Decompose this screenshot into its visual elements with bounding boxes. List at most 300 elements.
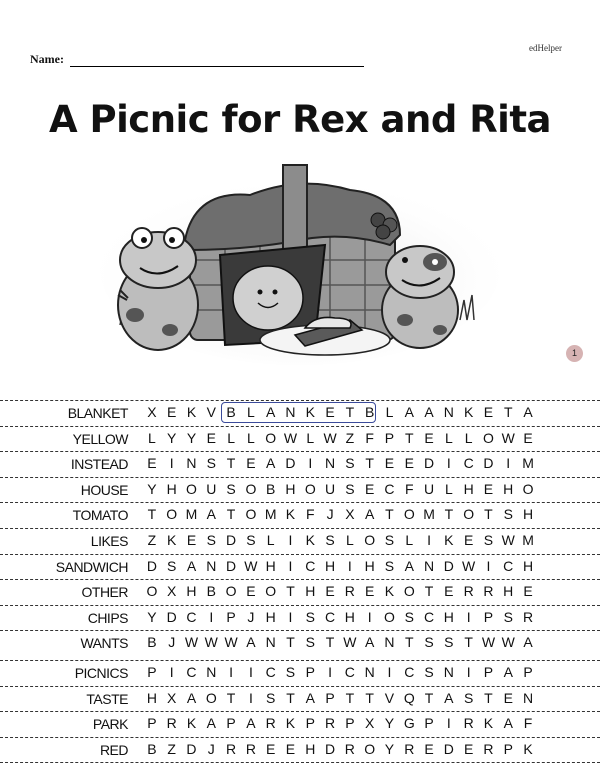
grid-letter[interactable]: T: [226, 506, 236, 523]
grid-letter[interactable]: N: [186, 455, 197, 472]
grid-letter[interactable]: E: [523, 429, 533, 446]
grid-letter[interactable]: E: [364, 583, 375, 600]
grid-letter[interactable]: S: [167, 557, 177, 574]
grid-letter[interactable]: D: [443, 557, 454, 574]
grid-letter[interactable]: R: [226, 740, 237, 757]
grid-letter[interactable]: E: [424, 740, 434, 757]
grid-letter[interactable]: K: [444, 531, 454, 548]
grid-letter[interactable]: K: [285, 506, 296, 523]
grid-letter[interactable]: E: [325, 583, 335, 600]
grid-letter[interactable]: R: [463, 583, 474, 600]
grid-letter[interactable]: I: [466, 663, 471, 680]
grid-letter[interactable]: P: [503, 740, 513, 757]
target-word: OTHER: [81, 584, 128, 601]
grid-letter[interactable]: E: [404, 455, 414, 472]
grid-letter[interactable]: A: [206, 715, 216, 732]
grid-letter[interactable]: P: [325, 689, 335, 706]
grid-letter[interactable]: M: [522, 455, 534, 472]
grid-letter[interactable]: S: [285, 663, 296, 680]
grid-letter[interactable]: C: [463, 455, 474, 472]
grid-letter[interactable]: C: [186, 608, 197, 625]
grid-letter[interactable]: E: [147, 455, 157, 472]
grid-letter[interactable]: C: [404, 663, 415, 680]
grid-letter[interactable]: K: [523, 740, 533, 757]
grid-letter[interactable]: R: [483, 740, 494, 757]
grid-letter[interactable]: A: [246, 715, 256, 732]
grid-letter[interactable]: W: [501, 531, 515, 548]
letter-grid-row: [142, 506, 538, 522]
grid-letter[interactable]: N: [206, 663, 217, 680]
grid-letter[interactable]: S: [345, 455, 355, 472]
grid-letter[interactable]: T: [345, 689, 355, 706]
grid-letter[interactable]: R: [344, 583, 355, 600]
grid-letter[interactable]: H: [285, 480, 296, 497]
grid-letter[interactable]: A: [364, 506, 375, 523]
grid-letter[interactable]: H: [522, 557, 534, 574]
grid-letter[interactable]: A: [246, 634, 256, 651]
grid-letter[interactable]: H: [265, 608, 276, 625]
grid-letter[interactable]: O: [304, 480, 316, 497]
grid-letter[interactable]: T: [444, 506, 454, 523]
grid-letter[interactable]: O: [225, 583, 237, 600]
grid-letter[interactable]: O: [205, 689, 217, 706]
grid-letter[interactable]: V: [206, 404, 216, 420]
grid-letter[interactable]: I: [288, 531, 293, 548]
grid-letter[interactable]: N: [285, 404, 296, 420]
grid-letter[interactable]: T: [424, 689, 434, 706]
grid-letter[interactable]: S: [206, 531, 216, 548]
grid-letter[interactable]: O: [245, 506, 257, 523]
grid-letter[interactable]: L: [405, 531, 414, 548]
grid-letter[interactable]: X: [364, 715, 375, 732]
grid-letter[interactable]: L: [148, 429, 156, 446]
grid-letter[interactable]: S: [206, 455, 216, 472]
grid-letter[interactable]: T: [385, 506, 394, 523]
grid-letter[interactable]: W: [343, 634, 357, 651]
grid-letter[interactable]: S: [305, 608, 315, 625]
grid-letter[interactable]: I: [347, 557, 352, 574]
grid-letter[interactable]: T: [404, 634, 414, 651]
grid-letter[interactable]: I: [169, 455, 174, 472]
grid-letter[interactable]: I: [288, 557, 293, 574]
grid-letter[interactable]: M: [522, 531, 534, 548]
puzzle-row: [0, 451, 600, 477]
grid-letter[interactable]: A: [503, 663, 513, 680]
grid-letter[interactable]: E: [325, 404, 335, 420]
grid-letter[interactable]: E: [483, 480, 494, 497]
grid-letter[interactable]: N: [364, 663, 375, 680]
grid-letter[interactable]: T: [484, 689, 493, 706]
grid-letter[interactable]: P: [226, 608, 236, 625]
grid-letter[interactable]: B: [364, 404, 375, 420]
grid-letter[interactable]: B: [226, 404, 236, 420]
grid-letter[interactable]: E: [424, 429, 434, 446]
grid-letter[interactable]: C: [503, 557, 514, 574]
grid-letter[interactable]: A: [186, 689, 197, 706]
grid-letter[interactable]: L: [227, 429, 235, 446]
target-word: PICNICS: [74, 664, 128, 681]
grid-letter[interactable]: I: [446, 715, 451, 732]
grid-letter[interactable]: Y: [384, 740, 395, 757]
grid-letter[interactable]: C: [305, 557, 316, 574]
grid-letter[interactable]: K: [285, 715, 296, 732]
grid-letter[interactable]: H: [503, 480, 514, 497]
grid-letter[interactable]: K: [305, 531, 315, 548]
grid-letter[interactable]: C: [186, 663, 197, 680]
grid-letter[interactable]: N: [522, 689, 534, 706]
grid-letter[interactable]: O: [384, 608, 395, 625]
grid-letter[interactable]: S: [503, 506, 513, 523]
grid-letter[interactable]: H: [443, 608, 454, 625]
grid-letter[interactable]: F: [365, 429, 374, 446]
grid-letter[interactable]: H: [186, 583, 197, 600]
grid-letter[interactable]: T: [226, 455, 236, 472]
grid-letter[interactable]: T: [147, 506, 157, 523]
grid-letter[interactable]: A: [444, 689, 454, 706]
grid-letter[interactable]: W: [244, 557, 258, 574]
grid-letter[interactable]: B: [147, 634, 157, 651]
grid-letter[interactable]: E: [246, 583, 256, 600]
grid-letter[interactable]: E: [246, 455, 256, 472]
grid-letter[interactable]: K: [186, 715, 197, 732]
grid-letter[interactable]: O: [166, 506, 178, 523]
grid-letter[interactable]: N: [325, 455, 336, 472]
grid-letter[interactable]: I: [466, 608, 471, 625]
grid-letter[interactable]: L: [246, 429, 255, 446]
grid-letter[interactable]: P: [424, 715, 434, 732]
grid-letter[interactable]: R: [463, 715, 474, 732]
letter-grid-row: [142, 609, 538, 625]
grid-letter[interactable]: E: [167, 404, 177, 420]
grid-letter[interactable]: S: [404, 608, 414, 625]
grid-letter[interactable]: S: [483, 531, 494, 548]
grid-letter[interactable]: S: [305, 634, 315, 651]
grid-letter[interactable]: H: [146, 689, 157, 706]
grid-letter[interactable]: Z: [345, 429, 355, 446]
grid-letter[interactable]: R: [166, 715, 177, 732]
grid-letter[interactable]: L: [444, 429, 453, 446]
name-label: Name:: [30, 52, 64, 66]
grid-letter[interactable]: W: [481, 634, 496, 651]
grid-letter[interactable]: U: [206, 480, 217, 497]
grid-letter[interactable]: R: [404, 740, 415, 757]
grid-letter[interactable]: T: [464, 634, 473, 651]
grid-letter[interactable]: T: [404, 429, 414, 446]
grid-letter[interactable]: C: [344, 663, 355, 680]
grid-letter[interactable]: O: [483, 429, 494, 446]
grid-letter[interactable]: C: [325, 608, 336, 625]
grid-letter[interactable]: H: [325, 557, 336, 574]
grid-letter[interactable]: L: [345, 531, 354, 548]
grid-letter[interactable]: K: [167, 531, 177, 548]
grid-letter[interactable]: P: [384, 429, 395, 446]
grid-letter[interactable]: K: [463, 404, 474, 420]
grid-letter[interactable]: I: [209, 608, 214, 625]
grid-letter[interactable]: T: [365, 689, 374, 706]
grid-letter[interactable]: S: [246, 531, 256, 548]
grid-letter[interactable]: H: [522, 506, 534, 523]
grid-letter[interactable]: W: [184, 634, 199, 651]
grid-letter[interactable]: X: [345, 506, 355, 523]
grid-letter[interactable]: E: [444, 583, 454, 600]
grid-letter[interactable]: I: [229, 663, 234, 680]
grid-letter[interactable]: O: [186, 480, 197, 497]
grid-letter[interactable]: H: [265, 557, 276, 574]
grid-letter[interactable]: I: [367, 608, 372, 625]
grid-letter[interactable]: X: [167, 689, 177, 706]
grid-letter[interactable]: T: [286, 634, 295, 651]
grid-letter[interactable]: M: [423, 506, 435, 523]
grid-letter[interactable]: I: [387, 663, 392, 680]
grid-letter[interactable]: U: [423, 480, 435, 497]
grid-letter[interactable]: M: [264, 506, 277, 523]
grid-letter[interactable]: A: [523, 634, 533, 651]
grid-letter[interactable]: S: [503, 608, 513, 625]
grid-letter[interactable]: W: [462, 557, 476, 574]
grid-letter[interactable]: O: [245, 480, 257, 497]
grid-letter[interactable]: D: [423, 455, 435, 472]
grid-letter[interactable]: P: [305, 663, 315, 680]
grid-letter[interactable]: Z: [167, 740, 176, 757]
grid-letter[interactable]: E: [266, 740, 276, 757]
grid-letter[interactable]: E: [285, 740, 296, 757]
grid-letter[interactable]: D: [146, 557, 157, 574]
grid-letter[interactable]: X: [147, 404, 157, 420]
grid-letter[interactable]: D: [325, 740, 336, 757]
grid-letter[interactable]: S: [424, 663, 434, 680]
grid-letter[interactable]: T: [503, 404, 513, 420]
grid-letter[interactable]: I: [288, 608, 293, 625]
name-field: [30, 52, 364, 67]
grid-letter[interactable]: S: [226, 480, 236, 497]
grid-letter[interactable]: T: [345, 404, 355, 420]
grid-letter[interactable]: A: [266, 404, 276, 420]
grid-letter[interactable]: M: [185, 506, 198, 523]
grid-letter[interactable]: T: [484, 506, 493, 523]
grid-letter[interactable]: O: [403, 506, 415, 523]
grid-letter[interactable]: H: [463, 480, 474, 497]
grid-letter[interactable]: T: [286, 689, 295, 706]
grid-letter[interactable]: N: [443, 404, 454, 420]
grid-letter[interactable]: I: [328, 663, 333, 680]
grid-letter[interactable]: W: [501, 429, 515, 446]
grid-letter[interactable]: N: [423, 557, 435, 574]
grid-letter[interactable]: Y: [186, 429, 197, 446]
grid-letter[interactable]: P: [523, 663, 533, 680]
letter-grid-row: [142, 583, 538, 599]
grid-letter[interactable]: K: [483, 715, 494, 732]
name-input-line[interactable]: [70, 54, 364, 67]
grid-letter[interactable]: Q: [403, 689, 415, 706]
grid-letter[interactable]: L: [246, 404, 255, 420]
grid-letter[interactable]: E: [384, 455, 395, 472]
grid-letter[interactable]: R: [245, 740, 256, 757]
grid-letter[interactable]: O: [265, 583, 277, 600]
letter-grid-row: [142, 558, 538, 574]
grid-letter[interactable]: H: [305, 740, 316, 757]
grid-letter[interactable]: B: [206, 583, 216, 600]
grid-letter[interactable]: B: [266, 480, 276, 497]
grid-letter[interactable]: E: [483, 404, 494, 420]
grid-letter[interactable]: D: [483, 455, 494, 472]
letter-grid-row: [142, 481, 538, 497]
grid-letter[interactable]: X: [167, 583, 177, 600]
puzzle-row: [0, 554, 600, 580]
grid-letter[interactable]: A: [523, 404, 533, 420]
grid-letter[interactable]: S: [384, 557, 395, 574]
grid-letter[interactable]: F: [404, 480, 414, 497]
grid-letter[interactable]: T: [286, 583, 295, 600]
grid-letter[interactable]: P: [147, 663, 157, 680]
grid-letter[interactable]: S: [444, 634, 454, 651]
grid-letter[interactable]: W: [283, 429, 298, 446]
letter-grid-row: [142, 532, 538, 548]
grid-letter[interactable]: A: [305, 689, 315, 706]
grid-letter[interactable]: I: [248, 663, 253, 680]
grid-letter[interactable]: A: [404, 404, 414, 420]
grid-letter[interactable]: E: [503, 689, 513, 706]
grid-letter[interactable]: C: [423, 608, 435, 625]
grid-letter[interactable]: W: [204, 634, 218, 651]
grid-letter[interactable]: A: [404, 557, 414, 574]
grid-letter[interactable]: R: [522, 608, 534, 625]
grid-letter[interactable]: Y: [384, 715, 395, 732]
grid-letter[interactable]: S: [325, 531, 335, 548]
grid-letter[interactable]: I: [446, 455, 451, 472]
grid-letter[interactable]: B: [147, 740, 157, 757]
grid-letter[interactable]: H: [305, 583, 316, 600]
grid-letter[interactable]: Y: [147, 480, 157, 497]
grid-letter[interactable]: S: [463, 689, 474, 706]
grid-letter[interactable]: O: [463, 506, 475, 523]
grid-letter[interactable]: E: [463, 531, 474, 548]
grid-letter[interactable]: T: [226, 689, 236, 706]
grid-letter[interactable]: P: [345, 715, 355, 732]
grid-letter[interactable]: P: [483, 663, 494, 680]
grid-letter[interactable]: J: [168, 634, 176, 651]
grid-letter[interactable]: C: [384, 480, 395, 497]
grid-letter[interactable]: I: [308, 455, 313, 472]
grid-letter[interactable]: Y: [147, 608, 157, 625]
grid-letter[interactable]: H: [364, 557, 375, 574]
grid-letter[interactable]: H: [344, 608, 355, 625]
grid-letter[interactable]: I: [486, 557, 491, 574]
grid-letter[interactable]: S: [345, 480, 355, 497]
grid-letter[interactable]: J: [247, 608, 255, 625]
grid-letter[interactable]: F: [305, 506, 315, 523]
grid-letter[interactable]: D: [226, 557, 237, 574]
grid-letter[interactable]: W: [224, 634, 238, 651]
grid-letter[interactable]: K: [384, 583, 395, 600]
page-title: A Picnic for Rex and Rita: [48, 98, 552, 141]
grid-letter[interactable]: P: [147, 715, 157, 732]
grid-letter[interactable]: D: [226, 531, 237, 548]
grid-letter[interactable]: E: [206, 429, 216, 446]
grid-letter[interactable]: A: [206, 506, 216, 523]
grid-letter[interactable]: D: [443, 740, 454, 757]
grid-letter[interactable]: O: [403, 583, 415, 600]
grid-letter[interactable]: L: [385, 404, 394, 420]
letter-grid-row: [142, 741, 538, 757]
target-word: HOUSE: [80, 481, 128, 498]
grid-letter[interactable]: O: [364, 531, 376, 548]
grid-letter[interactable]: D: [285, 455, 296, 472]
grid-letter[interactable]: I: [506, 455, 511, 472]
grid-letter[interactable]: L: [306, 429, 315, 446]
grid-letter[interactable]: O: [146, 583, 158, 600]
grid-letter[interactable]: Z: [147, 531, 157, 548]
target-word: SANDWICH: [55, 558, 128, 575]
grid-letter[interactable]: P: [483, 608, 494, 625]
grid-letter[interactable]: I: [248, 689, 253, 706]
grid-letter[interactable]: I: [427, 531, 431, 548]
grid-letter[interactable]: O: [265, 429, 277, 446]
grid-letter[interactable]: K: [186, 404, 197, 420]
grid-letter[interactable]: R: [483, 583, 494, 600]
grid-letter[interactable]: A: [364, 634, 375, 651]
grid-letter[interactable]: N: [265, 634, 276, 651]
grid-letter[interactable]: S: [424, 634, 434, 651]
grid-letter[interactable]: O: [522, 480, 534, 497]
grid-letter[interactable]: N: [443, 663, 454, 680]
grid-letter[interactable]: N: [384, 634, 395, 651]
puzzle-row: [0, 528, 600, 554]
grid-letter[interactable]: R: [344, 740, 355, 757]
grid-letter[interactable]: L: [464, 429, 473, 446]
puzzle-row: [0, 477, 600, 503]
grid-letter[interactable]: U: [325, 480, 336, 497]
grid-letter[interactable]: E: [523, 583, 533, 600]
grid-letter[interactable]: A: [186, 557, 197, 574]
grid-letter[interactable]: L: [266, 531, 275, 548]
grid-letter[interactable]: L: [444, 480, 453, 497]
grid-letter[interactable]: P: [226, 715, 236, 732]
grid-letter[interactable]: A: [424, 404, 434, 420]
grid-letter[interactable]: A: [503, 715, 513, 732]
grid-letter[interactable]: Y: [167, 429, 177, 446]
grid-letter[interactable]: A: [266, 455, 276, 472]
grid-letter[interactable]: S: [384, 531, 395, 548]
letter-grid-row: [142, 634, 538, 650]
grid-letter[interactable]: H: [503, 583, 514, 600]
grid-letter[interactable]: T: [424, 583, 434, 600]
grid-letter[interactable]: T: [365, 455, 374, 472]
grid-letter[interactable]: K: [305, 404, 315, 420]
grid-letter[interactable]: W: [323, 429, 337, 446]
grid-letter[interactable]: E: [364, 480, 375, 497]
grid-letter[interactable]: G: [403, 715, 415, 732]
grid-letter[interactable]: S: [266, 689, 276, 706]
grid-letter[interactable]: V: [384, 689, 395, 706]
grid-letter[interactable]: I: [169, 663, 174, 680]
grid-letter[interactable]: R: [325, 715, 336, 732]
grid-letter[interactable]: P: [305, 715, 315, 732]
grid-letter[interactable]: H: [166, 480, 177, 497]
grid-letter[interactable]: C: [265, 663, 276, 680]
grid-letter[interactable]: R: [265, 715, 276, 732]
grid-letter[interactable]: D: [166, 608, 177, 625]
grid-letter[interactable]: N: [206, 557, 217, 574]
grid-letter[interactable]: E: [186, 531, 197, 548]
grid-letter[interactable]: F: [523, 715, 533, 732]
grid-letter[interactable]: E: [463, 740, 474, 757]
grid-letter[interactable]: O: [364, 740, 376, 757]
grid-letter[interactable]: J: [326, 506, 334, 523]
grid-letter[interactable]: T: [325, 634, 335, 651]
grid-letter[interactable]: D: [186, 740, 197, 757]
grid-letter[interactable]: W: [501, 634, 515, 651]
grid-letter[interactable]: J: [207, 740, 215, 757]
